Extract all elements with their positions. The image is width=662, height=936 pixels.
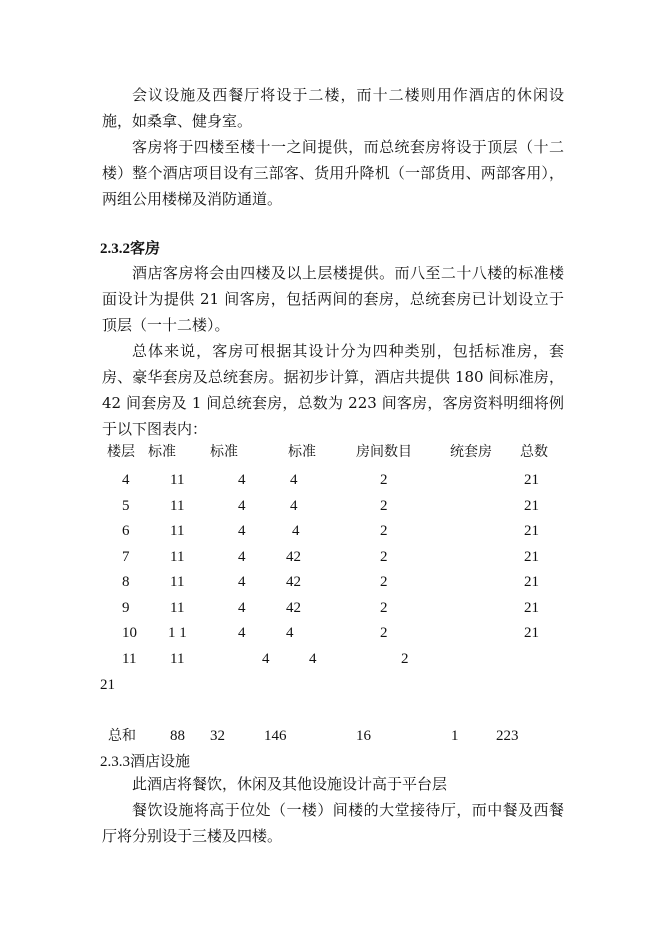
cell-floor: 6	[122, 523, 130, 539]
cell-room-count: 2	[380, 625, 388, 641]
cell-total: 21	[524, 625, 539, 641]
cell-room-count: 2	[401, 651, 409, 667]
cell-room-count: 2	[380, 523, 388, 539]
totals-standard-2: 32	[210, 728, 225, 744]
cell-standard-2: 4	[238, 498, 246, 514]
section-title: 客房	[130, 239, 161, 257]
header-floor: 楼层	[107, 444, 135, 460]
cell-standard-1: 11	[170, 600, 185, 616]
cell-standard-1: 11	[170, 523, 185, 539]
cell-total: 21	[524, 574, 539, 590]
cell-floor: 8	[122, 574, 130, 590]
cell-room-count: 2	[380, 600, 388, 616]
section-title: 酒店设施	[130, 752, 191, 770]
cell-standard-2: 4	[238, 574, 246, 590]
cell-standard-1: 11	[170, 651, 185, 667]
totals-presidential-suite: 1	[451, 728, 459, 744]
cell-total: 21	[524, 472, 539, 488]
cell-floor: 4	[122, 472, 130, 488]
cell-floor: 9	[122, 600, 130, 616]
paragraph-room-categories: 总体来说，客房可根据其设计分为四种类别，包括标准房，套房、豪华套房及总统套房。据初步计算，酒店共提供 180 间标准房，42 间套房及 1 间总统套房，总数为 223 间客房，客房资料明细将例于以下图表内：	[102, 342, 564, 438]
cell-total: 21	[524, 600, 539, 616]
section-heading-guest-rooms	[100, 237, 160, 258]
header-presidential-suite: 统套房	[450, 444, 492, 460]
cell-standard-3: 4	[290, 498, 298, 514]
cell-standard-1: 11	[170, 574, 185, 590]
cell-standard-3: 4	[290, 472, 298, 488]
paragraph-guest-floors: 客房将于四楼至楼十一之间提供，而总统套房将设于顶层（十二楼）整个酒店项目设有三部客、货用升降机（一部货用、两部客用），两组公用楼梯及消防通道。	[102, 138, 564, 208]
cell-standard-3: 42	[286, 574, 301, 590]
cell-standard-1: 11	[170, 498, 185, 514]
paragraph-facility-levels: 此酒店将餐饮，休闲及其他设施设计高于平台层	[132, 775, 448, 793]
cell-standard-3: 4	[292, 523, 300, 539]
header-total: 总数	[520, 444, 548, 460]
cell-standard-1: 11	[170, 472, 185, 488]
cell-standard-3: 4	[286, 625, 294, 641]
cell-standard-2: 4	[238, 625, 246, 641]
cell-standard-3: 42	[286, 549, 301, 565]
cell-floor: 11	[122, 651, 137, 667]
cell-standard-1: 11	[170, 549, 185, 565]
header-room-count: 房间数目	[356, 444, 412, 460]
cell-room-count: 2	[380, 549, 388, 565]
cell-total: 21	[524, 549, 539, 565]
header-standard-1: 标准	[148, 444, 176, 460]
section-heading-hotel-facilities	[100, 750, 190, 771]
cell-standard-2: 4	[238, 472, 246, 488]
totals-standard-3: 146	[264, 728, 287, 744]
header-standard-3: 标准	[288, 444, 316, 460]
cell-room-count: 2	[380, 498, 388, 514]
cell-standard-2: 4	[238, 523, 246, 539]
cell-total: 21	[100, 677, 115, 693]
cell-standard-3: 42	[286, 600, 301, 616]
cell-room-count: 2	[380, 574, 388, 590]
cell-standard-2: 4	[238, 549, 246, 565]
totals-standard-1: 88	[170, 728, 185, 744]
cell-floor: 5	[122, 498, 130, 514]
header-standard-2: 标准	[210, 444, 238, 460]
totals-label: 总和	[108, 728, 136, 744]
cell-standard-3: 4	[309, 651, 317, 667]
cell-standard-2: 4	[238, 600, 246, 616]
section-number: 2.3.3	[100, 754, 130, 770]
cell-floor: 10	[122, 625, 137, 641]
paragraph-conference-facilities: 会议设施及西餐厅将设于二楼，而十二楼则用作酒店的休闲设施，如桑拿、健身室。	[102, 86, 564, 130]
cell-standard-2: 4	[262, 651, 270, 667]
totals-room-count: 16	[356, 728, 371, 744]
cell-standard-1: 1 1	[168, 625, 187, 641]
cell-total: 21	[524, 498, 539, 514]
totals-total: 223	[496, 728, 519, 744]
paragraph-room-floors: 酒店客房将会由四楼及以上层楼提供。而八至二十八楼的标准楼面设计为提供 21 间客房，包括两间的套房，总统套房已计划设立于顶层（一十二楼）。	[102, 264, 564, 334]
cell-floor: 7	[122, 549, 130, 565]
section-number: 2.3.2	[100, 241, 130, 257]
cell-room-count: 2	[380, 472, 388, 488]
cell-total: 21	[524, 523, 539, 539]
paragraph-dining-facilities: 餐饮设施将高于位处（一楼）间楼的大堂接待厅，而中餐及西餐厅将分别设于三楼及四楼。	[102, 801, 564, 845]
